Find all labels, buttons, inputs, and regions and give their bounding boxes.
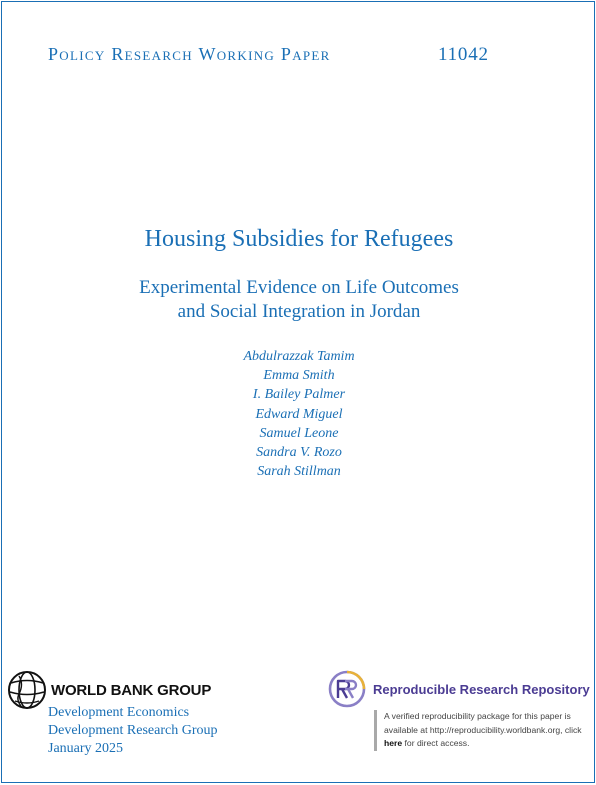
logo-text: WORLD BANK GROUP bbox=[51, 681, 212, 699]
repository-note bbox=[374, 710, 594, 751]
note-text: A verified reproducibility package for this paper is available at http://reproducibility.worldbank.org, click bbox=[384, 711, 582, 735]
author-name: I. Bailey Palmer bbox=[252, 387, 346, 403]
author-name: Edward Miguel bbox=[255, 406, 343, 422]
publication-date: January 2025 bbox=[48, 741, 124, 756]
author-name: Sarah Stillman bbox=[257, 464, 341, 480]
series-name: Policy Research Working Paper bbox=[48, 44, 331, 64]
author-list bbox=[2, 347, 595, 481]
reproducibility-icon bbox=[328, 670, 366, 708]
author-name: Abdulrazzak Tamim bbox=[243, 349, 355, 364]
here-link[interactable]: here bbox=[384, 738, 403, 748]
publisher-line: Development Research Group bbox=[48, 723, 218, 738]
publisher-line: Development Economics bbox=[48, 705, 190, 720]
repository-name: Reproducible Research Repository bbox=[373, 681, 590, 697]
subtitle-line: and Social Integration in Jordan bbox=[177, 301, 421, 322]
cover-page bbox=[1, 1, 595, 783]
globe-icon bbox=[7, 670, 47, 710]
author-name: Samuel Leone bbox=[259, 425, 339, 441]
subtitle-line: Experimental Evidence on Life Outcomes bbox=[139, 277, 459, 298]
repository-logo bbox=[328, 670, 590, 708]
author-name: Emma Smith bbox=[263, 368, 335, 384]
paper-subtitle bbox=[2, 276, 595, 324]
note-text-end: for direct access. bbox=[402, 738, 470, 748]
publisher-info bbox=[48, 704, 218, 758]
paper-title: Housing Subsidies for Refugees bbox=[144, 226, 454, 252]
author-name: Sandra V. Rozo bbox=[256, 445, 342, 461]
paper-number: 11042 bbox=[438, 44, 489, 65]
